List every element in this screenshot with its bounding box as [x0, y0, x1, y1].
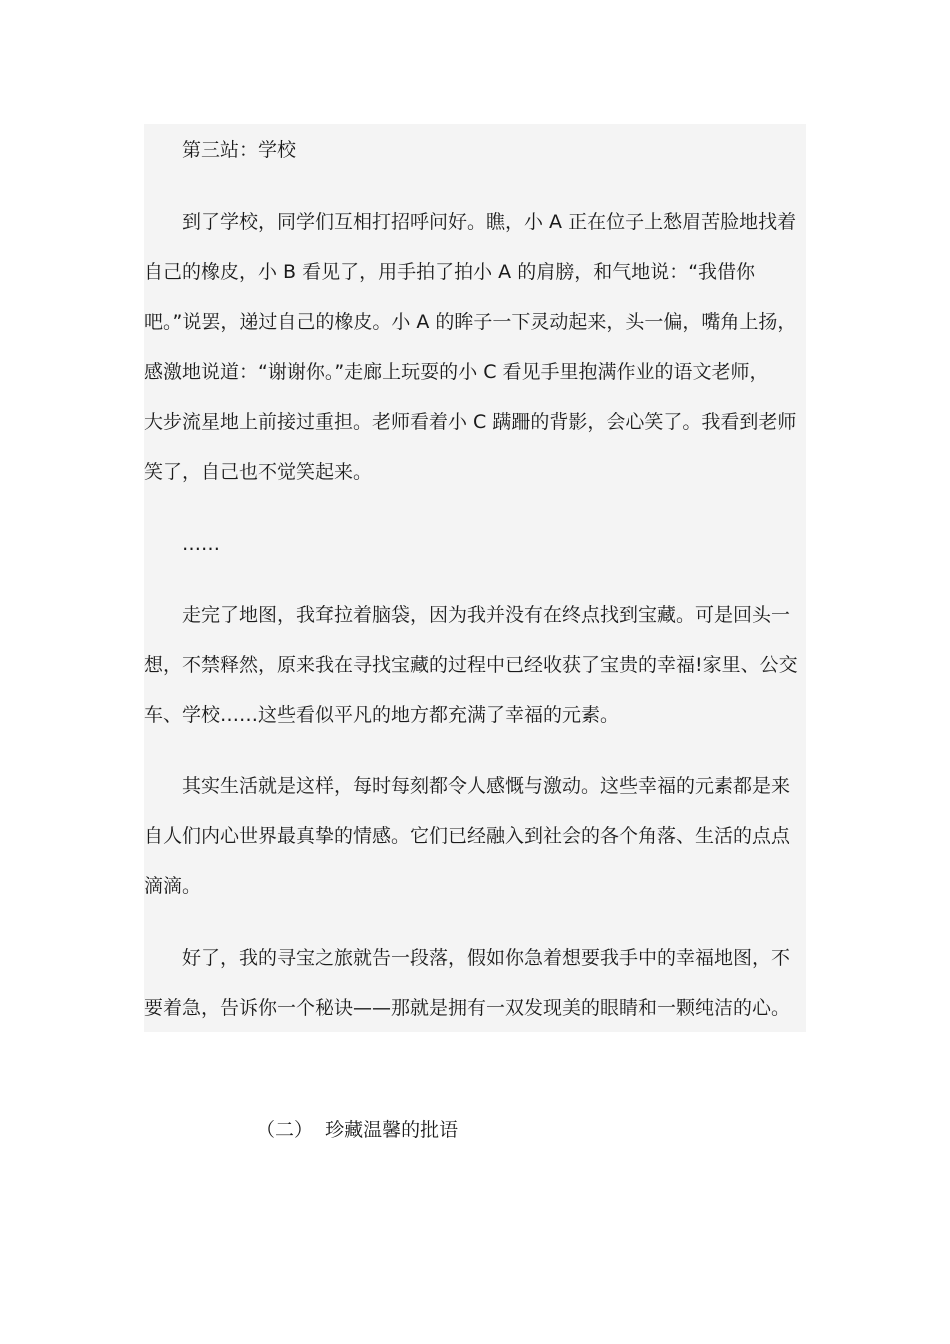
paragraph-1-line-2: 自己的橡皮，小 B 看见了，用手拍了拍小 A 的肩膀，和气地说：“我借你 [144, 261, 756, 283]
paragraph-4-line-1: 好了，我的寻宝之旅就告一段落，假如你急着想要我手中的幸福地图，不 [182, 947, 791, 969]
paragraph-3-line-3: 滴滴。 [144, 875, 202, 897]
section-title: 第三站：学校 [182, 139, 297, 161]
subheading: （二） 珍藏温馨的批语 [256, 1119, 459, 1141]
paragraph-1-line-1: 到了学校，同学们互相打招呼问好。瞧，小 A 正在位子上愁眉苦脸地找着 [182, 211, 797, 233]
paragraph-1-line-6: 笑了，自己也不觉笑起来。 [144, 461, 373, 483]
paragraph-4-line-2: 要着急，告诉你一个秘诀——那就是拥有一双发现美的眼睛和一颗纯洁的心。 [144, 997, 791, 1019]
paragraph-2-line-3: 车、学校……这些看似平凡的地方都充满了幸福的元素。 [144, 704, 620, 726]
paragraph-1-line-5: 大步流星地上前接过重担。老师看着小 C 蹒跚的背影，会心笑了。我看到老师 [144, 411, 797, 433]
paragraph-2-line-2: 想，不禁释然，原来我在寻找宝藏的过程中已经收获了宝贵的幸福!家里、公交 [144, 654, 798, 676]
paragraph-3-line-1: 其实生活就是这样，每时每刻都令人感慨与激动。这些幸福的元素都是来 [182, 775, 791, 797]
ellipsis: …… [182, 533, 220, 555]
paragraph-2-line-1: 走完了地图，我耷拉着脑袋，因为我并没有在终点找到宝藏。可是回头一 [182, 604, 791, 626]
paragraph-3-line-2: 自人们内心世界最真挚的情感。它们已经融入到社会的各个角落、生活的点点 [144, 825, 791, 847]
paragraph-1-line-3: 吧。”说罢，递过自己的橡皮。小 A 的眸子一下灵动起来，头一偏，嘴角上扬， [144, 311, 797, 333]
paragraph-1-line-4: 感激地说道：“谢谢你。”走廊上玩耍的小 C 看见手里抱满作业的语文老师， [144, 361, 769, 383]
